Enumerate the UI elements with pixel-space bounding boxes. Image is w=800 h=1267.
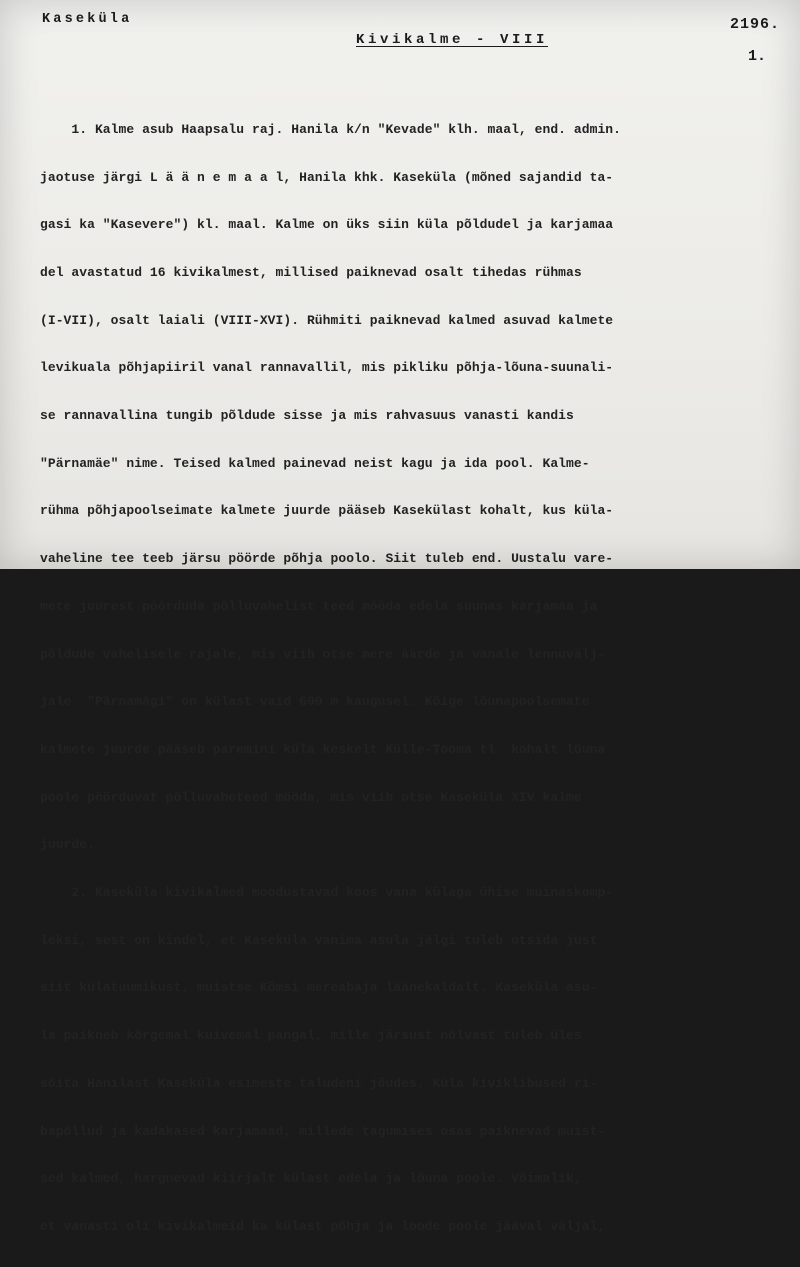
- text-line: jale. "Pärnamägi" on külast vaid 600 m kaugusel. Kõige lõunapoolsemate: [40, 694, 590, 710]
- text-line: rühma põhjapoolseimate kalmete juurde pääseb Kasekülast kohalt, kus küla-: [40, 503, 614, 519]
- text-line: sed kalmed, hargnevad kiirjalt külast edela ja lõuna poole. Võimalik,: [40, 1171, 582, 1187]
- text-line: vaheline tee teeb järsu pöörde põhja poolo. Siit tuleb end. Uustalu vare-: [40, 551, 614, 567]
- text-line: et vanasti oli kivikalmeid ka külast põhja ja loode poole jääval väljal,: [40, 1218, 606, 1234]
- text-line: gasi ka "Kasevere") kl. maal. Kalme on üks siin küla põldudel ja karjamaa: [40, 217, 614, 233]
- text-line: mete juurest pöörduda põlluvahelist teed mööda edela suunas karjamaa ja: [40, 598, 598, 614]
- text-line: la paikneb kõrgemal kuivemal pangal, mille järsust nõlvast tuleb üles: [40, 1028, 582, 1044]
- location-heading: Kaseküla: [42, 12, 133, 27]
- text-line: põldude vahelisele rajale, mis viib otse mere äärde ja vanale lennuvälj-: [40, 646, 606, 662]
- text-line: leksi, sest on kindel, et Kaseküla vanima asula jälgi tuleb otsida just: [40, 932, 598, 948]
- text-line: jaotuse järgi L ä ä n e m a a l, Hanila khk. Kaseküla (mõned sajandid ta-: [40, 169, 614, 185]
- text-line: sõita Hanilast Kaseküla esimeste taludeni jõudes. Küla kiviklibused ri-: [40, 1075, 598, 1091]
- text-line: levikuala põhjapiiril vanal rannavallil, mis pikliku põhja-lõuna-suunali-: [40, 360, 614, 376]
- text-line: "Pärnamäe" nime. Teised kalmed painevad neist kagu ja ida pool. Kalme-: [40, 455, 590, 471]
- document-title: Kivikalme - VIII: [356, 32, 549, 48]
- text-line: 2. Kaseküla kivikalmed moodustavad koos vana külaga ühise muinaskomp-: [40, 885, 614, 901]
- text-line: bapõllud ja kadakased karjamaad, millede tagumises osas paiknevad muist-: [40, 1123, 606, 1139]
- text-line: juurde.: [40, 837, 95, 853]
- text-line: se rannavallina tungib põldude sisse ja mis rahvasuus vanasti kandis: [40, 408, 574, 424]
- text-line: (I-VII), osalt laiali (VIII-XVI). Rühmiti paiknevad kalmed asuvad kalmete: [40, 312, 614, 328]
- record-number: 2196.: [730, 16, 781, 33]
- text-line: del avastatud 16 kivikalmest, millised paiknevad osalt tihedas rühmas: [40, 264, 582, 280]
- text-line: siit külatuumikust, muistse Kõmsi mereabaja läänekaldalt. Kaseküla asu-: [40, 980, 598, 996]
- text-line: kalmete juurde pääseb paremini küla keskelt Külle-Tooma tl. kohalt lõuna: [40, 741, 606, 757]
- page-number: 1.: [748, 48, 767, 65]
- text-line: poole pöörduvat põlluvaheteed mööda, mis viib otse Kaseküla XIV kalme: [40, 789, 582, 805]
- text-line: 1. Kalme asub Haapsalu raj. Hanila k/n "Kevade" klh. maal, end. admin.: [40, 121, 621, 137]
- typed-text-body: [40, 90, 790, 1267]
